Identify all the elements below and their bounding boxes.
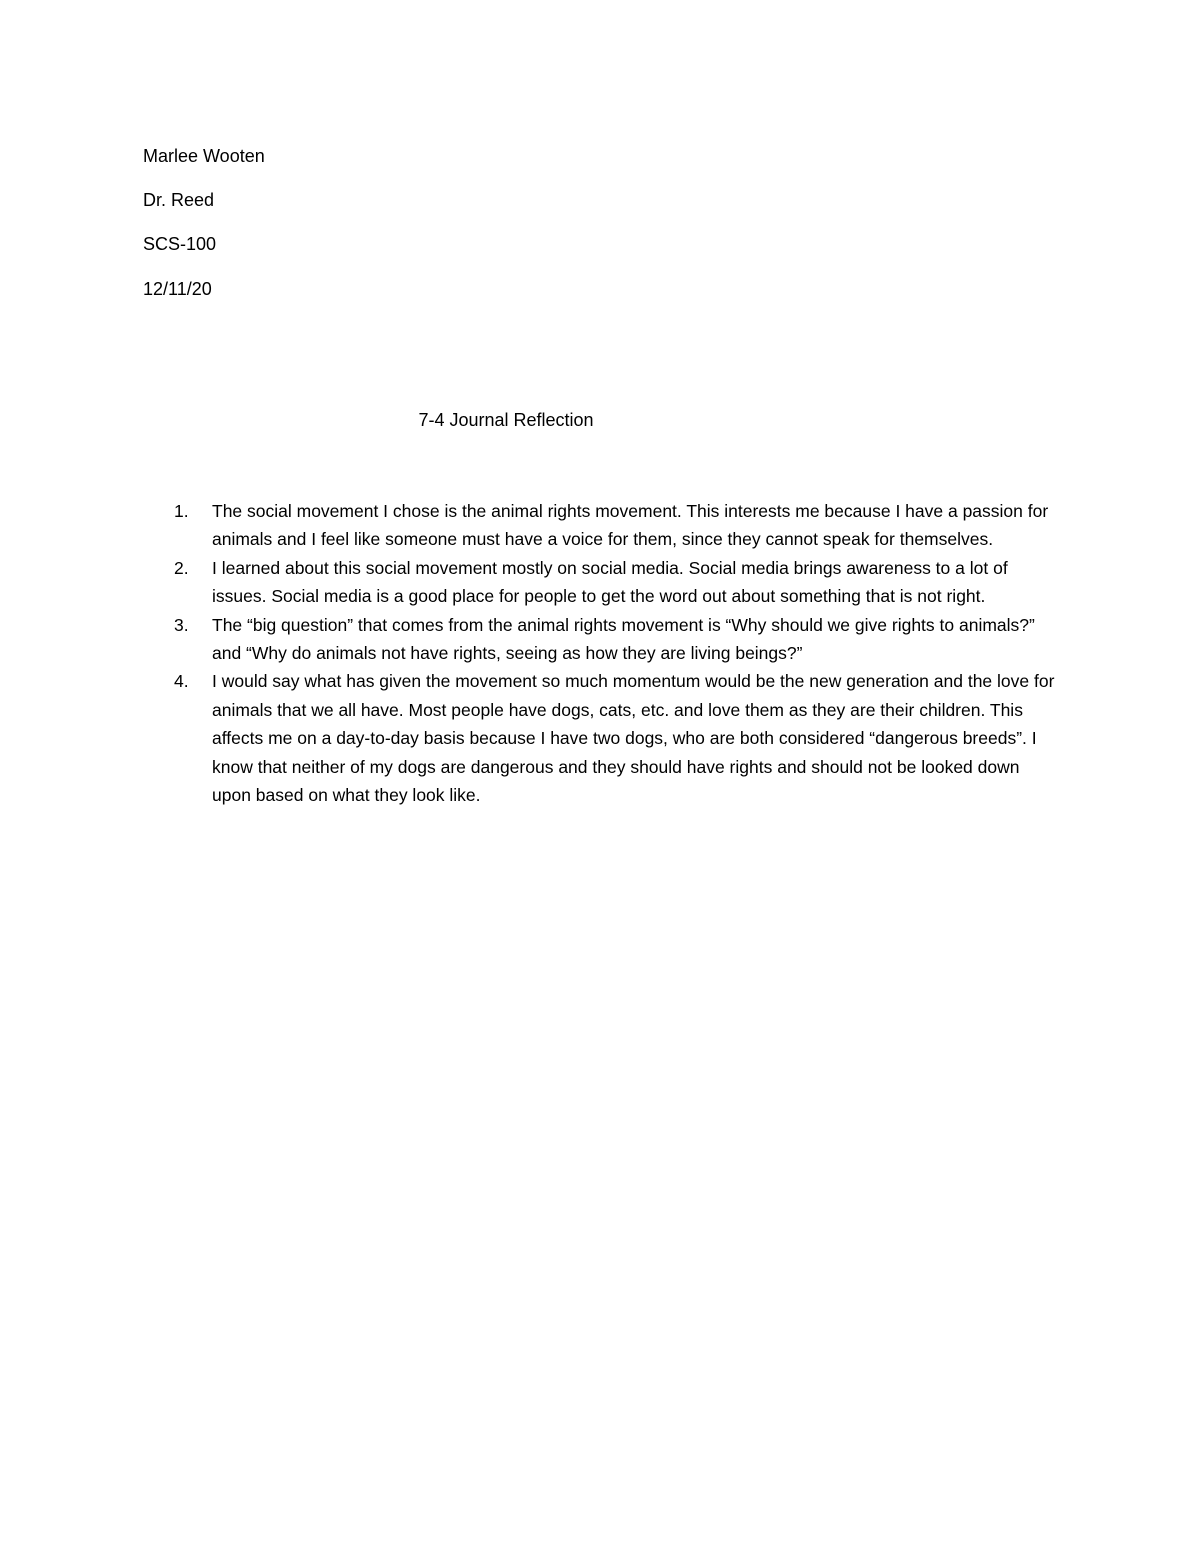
list-item [174,554,1062,611]
list-item-number: 4. [174,671,189,692]
document-title: 7-4 Journal Reflection [418,410,594,430]
course-code: SCS-100 [143,234,217,254]
list-item-text: The social movement I chose is the animal rights movement. This interests me because I have a passion for animals and I feel like someone must have a voice for them, since they cannot speak for themselves. [212,501,1049,550]
list-item [174,497,1062,554]
list-item-number: 1. [174,501,189,521]
instructor-name: Dr. Reed [143,190,215,210]
list-item-text: I would say what has given the movement so much momentum would be the new generation and the love for animals that we all have. Most people have dogs, cats, etc. and love them as they are their children. This affects me on a day-to-day basis because I have two dogs, who are both considered “dangerous breeds”. I know that neither of my dogs are dangerous and they should have rights and should not be looked down upon based on what they look like. [212,671,1055,806]
list-item-number: 3. [174,614,189,635]
date: 12/11/20 [143,279,212,299]
list-item-text: The “big question” that comes from the animal rights movement is “Why should we give rights to animals?” and “Why do animals not have rights, seeing as how they are living beings?” [212,614,1035,664]
list-item [174,667,1062,809]
list-item-text: I learned about this social movement mostly on social media. Social media brings awareness to a lot of issues. Social media is a good place for people to get the word out about something that is not right. [212,557,1008,607]
list-item [174,611,1062,668]
answer-list [174,497,1062,809]
student-name: Marlee Wooten [143,146,265,166]
list-item-number: 2. [174,557,189,578]
